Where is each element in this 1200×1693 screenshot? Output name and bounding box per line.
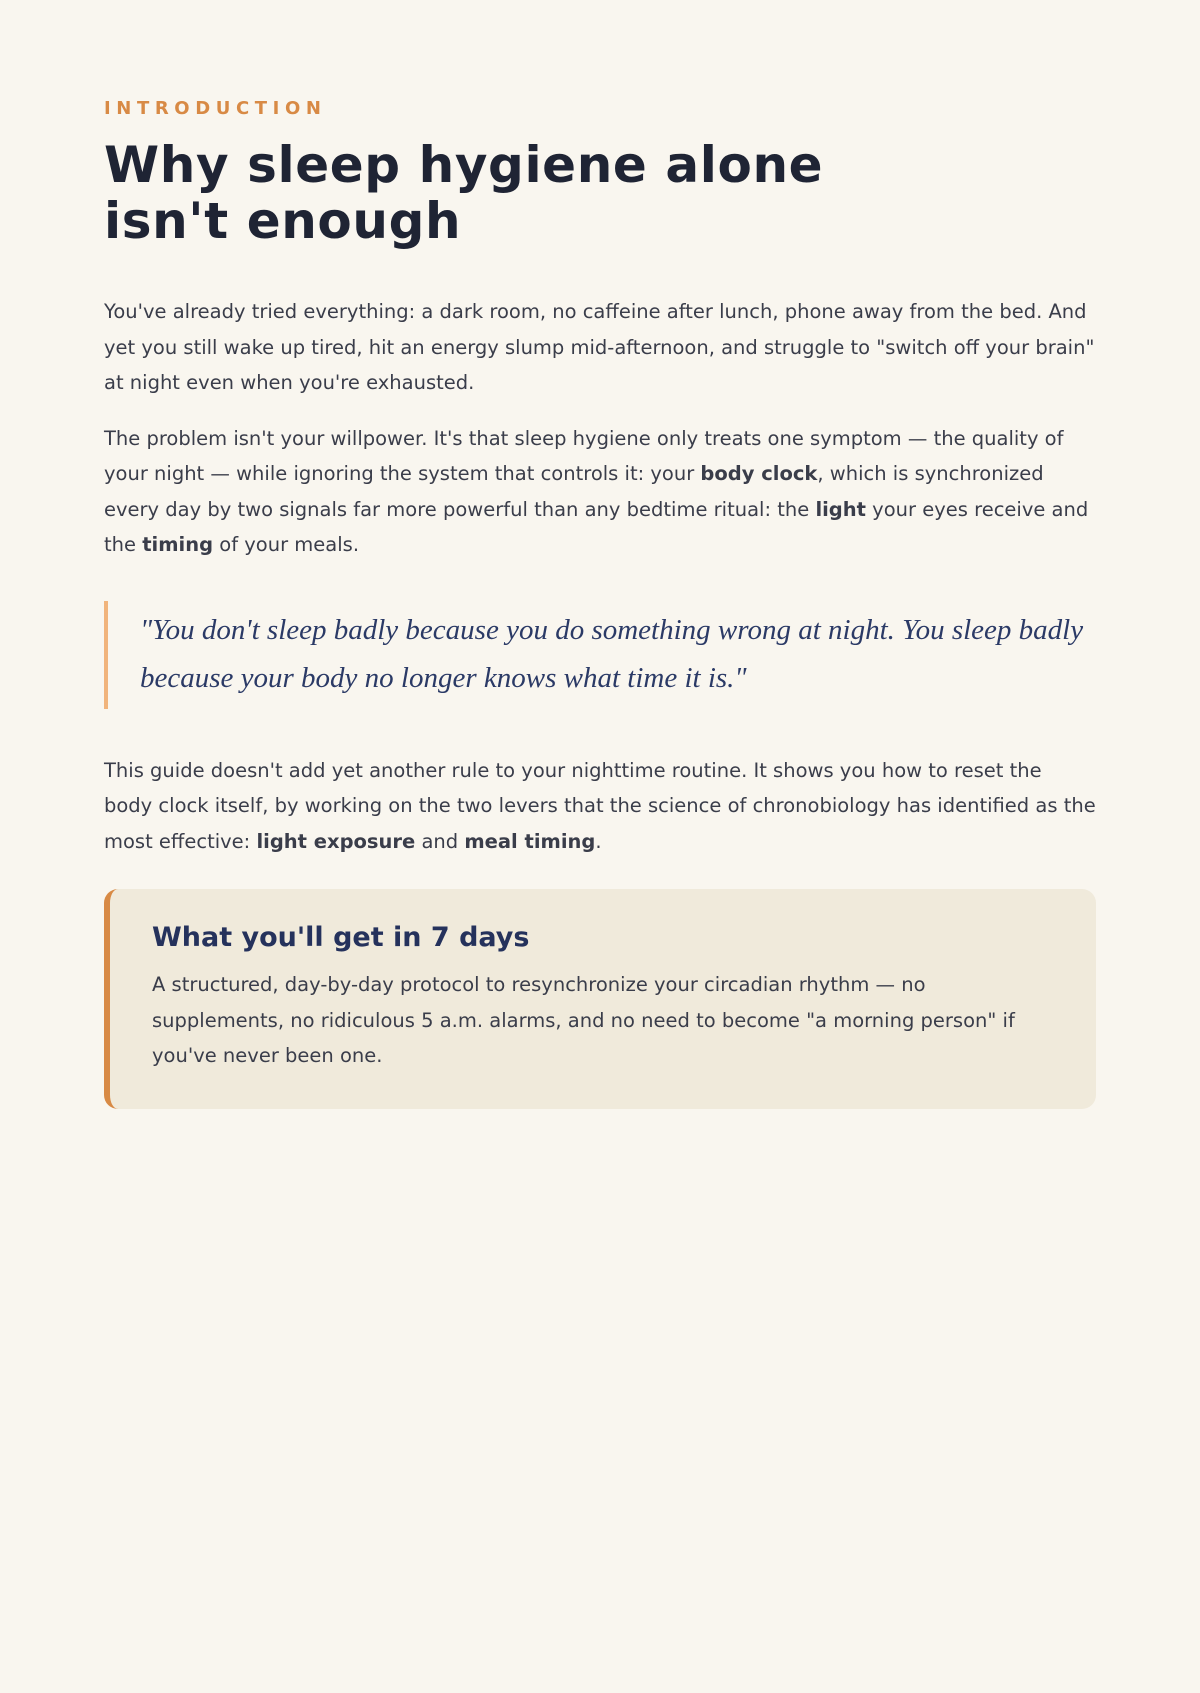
intro-paragraph-2: [104, 421, 1096, 563]
callout-body: A structured, day-by-day protocol to resynchronize your circadian rhythm — no supplements, no ridiculous 5 a.m. alarms, and no need to become "a morning person" if you've never been one.: [152, 973, 1015, 1067]
intro-paragraph-1: You've already tried everything: a dark room, no caffeine after lunch, phone away from the bed. And yet you still wake up tired, hit an energy slump mid-afternoon, and struggle to "switch off your brain" at night even when you're exhausted.: [104, 300, 1095, 394]
paragraph-2-text-2: , which is synchronized every day by two signals far more powerful than any bedtime ritual: the: [104, 462, 1044, 521]
page-title-line-1: Why sleep hygiene alone: [104, 136, 824, 194]
paragraph-2-text-4: of your meals.: [213, 533, 360, 556]
section-eyebrow: INTRODUCTION: [104, 98, 327, 119]
paragraph-3-text-1: This guide doesn't add yet another rule to your nighttime routine. It shows you how to reset the body clock itself, by working on the two levers that the science of chronobiology has identified as the most effective:: [104, 758, 1096, 853]
paragraph-2-text-1: The problem isn't your willpower. It's that sleep hygiene only treats one symptom — the quality of your night — while ignoring the system that controls it: your: [104, 426, 1064, 485]
intro-paragraph-3: [104, 753, 1096, 860]
callout-title: What you'll get in 7 days: [152, 922, 530, 953]
light-emphasis: light: [815, 497, 866, 521]
paragraph-2-text-3: your eyes receive and the: [104, 497, 1089, 556]
callout-box: [104, 889, 1096, 1109]
body-clock-emphasis: body clock: [700, 462, 818, 485]
meal-timing-emphasis: meal timing: [464, 829, 596, 853]
timing-emphasis: timing: [142, 533, 214, 556]
paragraph-3-text-2: and: [415, 829, 465, 853]
paragraph-3-text-3: .: [595, 829, 602, 853]
pull-quote: [104, 601, 1096, 709]
page-title-line-2: isn't enough: [104, 192, 462, 250]
pull-quote-text: "You don't sleep badly because you do something wrong at night. You sleep badly because your body no longer knows what time it is.": [140, 613, 1084, 694]
light-exposure-emphasis: light exposure: [256, 829, 416, 853]
page-title: [104, 137, 1096, 249]
